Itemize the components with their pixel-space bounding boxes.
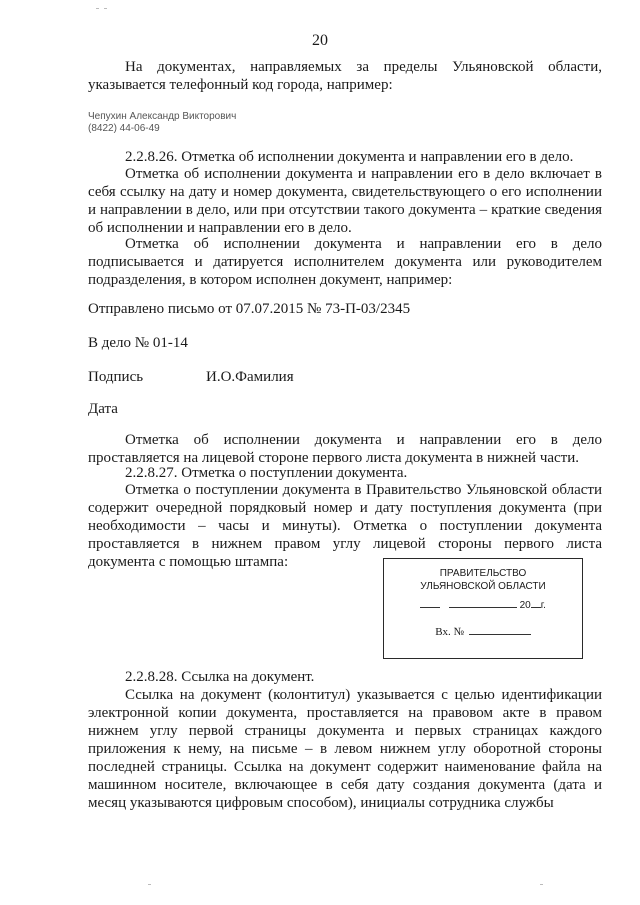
mark-placement-paragraph: Отметка об исполнении документа и направлении его в дело проставляется на лицевой стороне первого листа документа в нижней части. (88, 432, 602, 466)
section-2-2-8-27-paragraph-1: Отметка о поступлении документа в Правительство Ульяновской области содержит очередной порядковый номер и дату поступления документа (при необходимости – часы и минуты). Отметка о поступлении документа проставляется в нижнем правом углу лицевой стороны первого листа документа с помощью штампа: (88, 482, 602, 570)
page-number: 20 (312, 32, 328, 49)
section-2-2-8-26-heading: 2.2.8.26. Отметка об исполнении документа и направлении его в дело. (125, 149, 574, 165)
stamp-incoming-blank (469, 624, 531, 635)
stamp-date-row (384, 597, 582, 611)
section-2-2-8-26-paragraph-1: Отметка об исполнении документа и направлении его в дело включает в себя ссылку на дату и номер документа, свидетельствующего о его исполнении и направлении в дело, или при отсутствии такого документа – краткие сведения об исполнении и направлении его в дело. (88, 166, 602, 236)
stamp-incoming-label: Вх. № (435, 626, 464, 638)
stamp-year-blank (531, 597, 541, 608)
section-2-2-8-28-heading: 2.2.8.28. Ссылка на документ. (125, 669, 315, 685)
sample-executor-phone: (8422) 44-06-49 (88, 123, 160, 134)
stamp-incoming-row (384, 624, 582, 638)
scan-speck (148, 884, 151, 885)
example-signature-label: Подпись (88, 369, 144, 385)
example-sent-letter-line: Отправлено письмо от 07.07.2015 № 73-П-03/2345 (88, 301, 411, 317)
example-to-file-line: В дело № 01-14 (88, 335, 188, 351)
example-date-label: Дата (88, 401, 118, 417)
stamp-day-blank (420, 597, 440, 608)
stamp-year-letter: г. (540, 600, 546, 611)
stamp-line-2: УЛЬЯНОВСКОЙ ОБЛАСТИ (420, 581, 546, 592)
stamp-line-1: ПРАВИТЕЛЬСТВО (439, 568, 527, 579)
sample-executor-name: Чепухин Александр Викторович (88, 111, 237, 122)
scan-speck (96, 8, 99, 9)
stamp-month-blank (449, 597, 517, 608)
section-2-2-8-28-paragraph-1: Ссылка на документ (колонтитул) указывается с целью идентификации электронной копии документа, проставляется на правовом акте в правом нижнем углу первой страницы документа и первых страницах каждого приложения к нему, на письме – в левом нижнем углу оборотной стороны последней страницы. Ссылка на документ содержит наименование файла на машинном носителе, включающее в себя дату создания документа (дата и месяц указываются цифровым способом), инициалы сотрудника службы (88, 687, 602, 811)
phone-code-paragraph: На документах, направляемых за пределы Ульяновской области, указывается телефонный код города, например: (88, 59, 602, 93)
receipt-stamp (383, 558, 583, 659)
stamp-year-prefix: 20 (519, 600, 531, 611)
example-signature-name: И.О.Фамилия (206, 369, 294, 385)
scan-speck (104, 8, 107, 9)
section-2-2-8-26-paragraph-2: Отметка об исполнении документа и направлении его в дело подписывается и датируется исполнителем документа или руководителем подразделения, в котором исполнен документ, например: (88, 236, 602, 288)
scan-speck (540, 884, 543, 885)
section-2-2-8-27-heading: 2.2.8.27. Отметка о поступлении документа. (125, 465, 408, 481)
